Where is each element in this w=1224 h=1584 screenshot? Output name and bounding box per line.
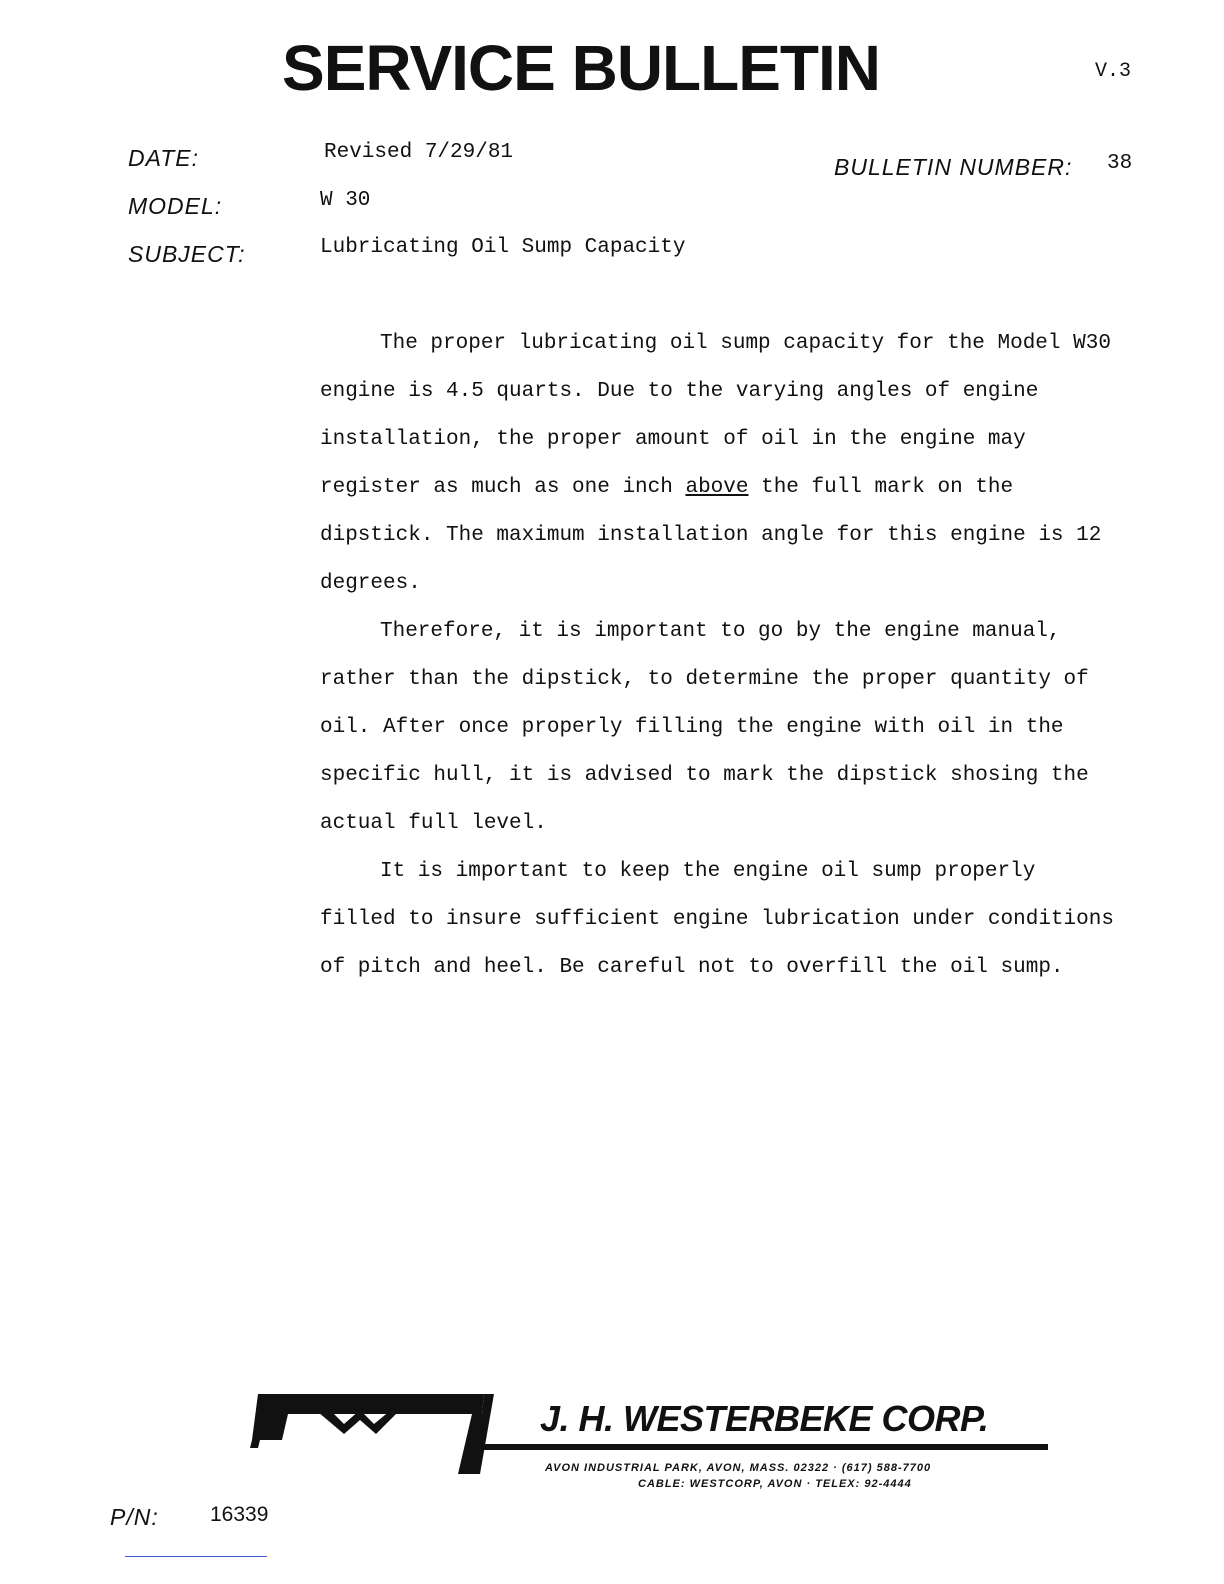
date-value: Revised 7/29/81 [324,141,514,164]
bulletin-number-value: 38 [1107,152,1133,175]
bulletin-body [320,320,1120,992]
model-label: MODEL: [128,193,223,219]
address-line-1: AVON INDUSTRIAL PARK, AVON, MASS. 02322 · (617) 588-7700 [545,1462,932,1474]
bulletin-number-label: BULLETIN NUMBER: [834,154,1073,180]
subject-label: SUBJECT: [128,241,246,267]
pn-underline [125,1556,267,1557]
paragraph-3: It is important to keep the engine oil sump properly filled to insure sufficient engine lubrication under conditions of pitch and heel. Be careful not to overfill the oil sump. [320,860,1114,979]
paragraph-2: Therefore, it is important to go by the engine manual, rather than the dipstick, to determine the proper quantity of oil. After once properly filling the engine with oil in the specific hull, it is advised to mark the dipstick shosing the actual full level. [320,620,1089,835]
paragraph-1-text-b: the full mark on the dipstick. The maximum installation angle for this engine is 12 degrees. [320,476,1102,595]
pn-label: P/N: [110,1504,159,1530]
model-value: W 30 [320,189,371,212]
version-label: V.3 [1095,60,1132,83]
paragraph-1-text-a: The proper lubricating oil sump capacity for the Model W30 engine is 4.5 quarts. Due to the varying angles of engine installation, the proper amount of oil in the engine may register as much as one inch [320,332,1111,499]
pn-value: 16339 [210,1503,269,1526]
subject-value: Lubricating Oil Sump Capacity [320,236,686,259]
date-label: DATE: [128,145,200,171]
address-line-2: CABLE: WESTCORP, AVON · TELEX: 92-4444 [638,1478,912,1490]
bulletin-title: SERVICE BULLETIN [282,32,880,104]
company-name: J. H. WESTERBEKE CORP. [540,1398,989,1439]
paragraph-1 [320,320,1120,608]
westerbeke-logo-icon [248,1390,498,1482]
footer-rule [470,1444,1048,1450]
paragraph-1-underlined: above [685,476,749,499]
